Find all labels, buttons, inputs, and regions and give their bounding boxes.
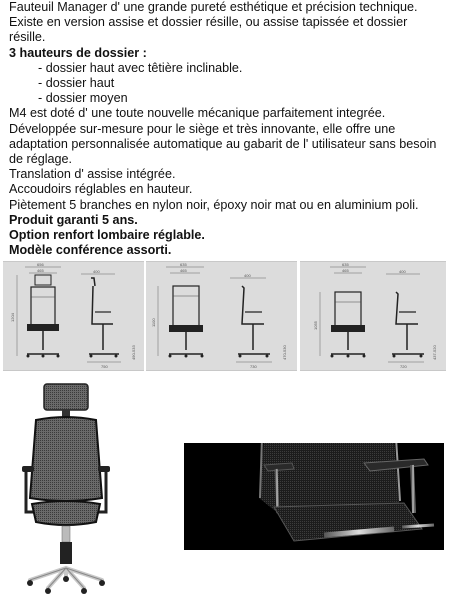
versions-line: Existe en version assise et dossier résille, ou assise tapissée et dossier résille.	[9, 15, 408, 45]
chair-diagram-high-back	[146, 262, 297, 370]
dim-seat-height: 490-533	[131, 345, 136, 360]
diagram-panel-3	[300, 261, 446, 371]
product-description	[9, 0, 445, 258]
dim-depth: 730	[250, 364, 257, 369]
dim-side-width: 400	[244, 273, 251, 278]
dim-width-total: 656	[37, 262, 44, 267]
chair-diagram-headrest	[3, 262, 144, 370]
dim-width-total: 635	[342, 262, 349, 267]
dim-width-total: 635	[180, 262, 187, 267]
chair-detail-photo	[184, 443, 444, 550]
chair-diagram-medium-back	[300, 262, 446, 370]
guarantee-line: Produit garanti 5 ans.	[9, 212, 138, 227]
diagram-panel-2	[146, 261, 297, 371]
dim-height: 1100	[151, 318, 156, 327]
height-option-3: - dossier moyen	[38, 91, 128, 106]
dim-height: 1204	[10, 313, 15, 322]
heights-title: 3 hauteurs de dossier :	[9, 45, 147, 60]
base-line: Piètement 5 branches en nylon noir, époxy noir mat ou en aluminium poli.	[9, 197, 419, 212]
dim-seat-height: 437-520	[432, 345, 437, 360]
intro-line: Fauteuil Manager d' une grande pureté esthétique et précision technique.	[9, 0, 418, 14]
dim-width-seat: 465	[37, 268, 44, 273]
height-option-2: - dossier haut	[38, 76, 115, 91]
dim-width-seat: 465	[180, 268, 187, 273]
dim-side-width: 400	[93, 269, 100, 274]
dim-depth: 750	[101, 364, 108, 369]
translation-line: Translation d' assise intégrée.	[9, 167, 176, 182]
diagram-panel-1	[3, 261, 144, 371]
conference-line: Modèle conférence assorti.	[9, 243, 172, 258]
dim-depth: 720	[400, 364, 407, 369]
armrests-line: Accoudoirs réglables en hauteur.	[9, 182, 193, 197]
dim-seat-height: 470-530	[282, 345, 287, 360]
dim-height: 1055	[313, 321, 318, 330]
mechanism-line: M4 est doté d' une toute nouvelle mécanique parfaitement integrée.	[9, 106, 386, 121]
chair-front-photo	[20, 380, 136, 596]
height-option-1: - dossier haut avec têtière inclinable.	[38, 60, 243, 75]
dim-side-width: 400	[399, 269, 406, 274]
lumbar-line: Option renfort lombaire réglable.	[9, 228, 205, 243]
adaptation-line: Développée sur-mesure pour le siège et très innovante, elle offre une adaptation personnalisée automatique au gabarit de l' utilisateur sans besoin de réglage.	[9, 121, 437, 167]
dim-width-seat: 465	[342, 268, 349, 273]
